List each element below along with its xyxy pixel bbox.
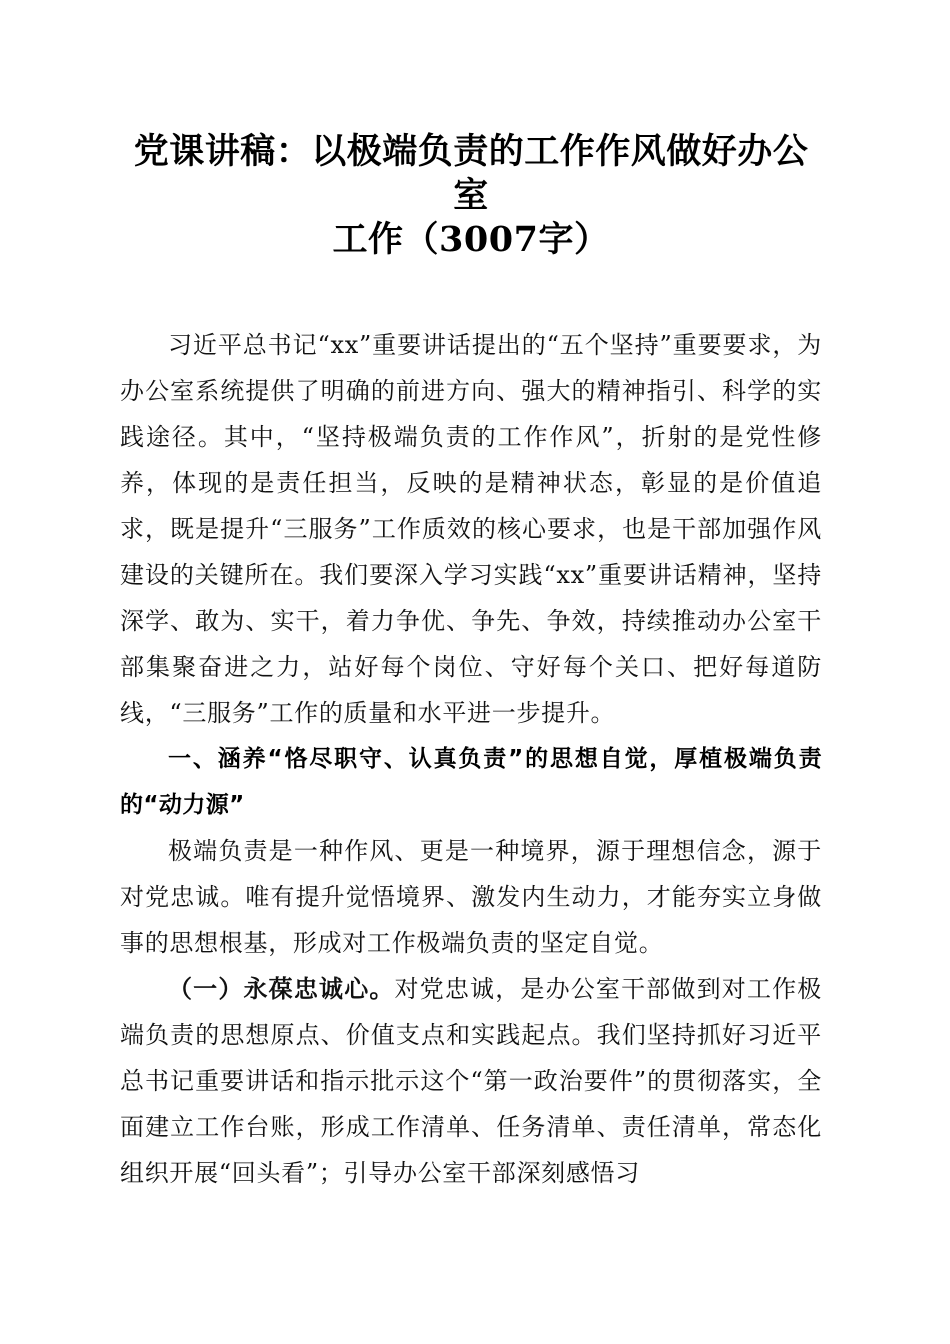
document-body [120,322,822,1196]
section-heading-1: 一、涵养“恪尽职守、认真负责”的思想自觉，厚植极端负责的“动力源” [120,746,822,818]
subsection-1-label: （一）永葆忠诚心。 [168,974,395,1003]
document-title [120,130,822,262]
intro-paragraph: 习近平总书记“xx”重要讲话提出的“五个坚持”重要要求，为办公室系统提供了明确的前进方向、强大的精神指引、科学的实践途径。其中，“坚持极端负责的工作作风”，折射的是党性修养，体现的是责任担当，反映的是精神状态，彰显的是价值追求，既是提升“三服务”工作质效的核心要求，也是干部加强作风建设的关键所在。我们要深入学习实践“xx”重要讲话精神，坚持深学、敢为、实干，着力争优、争先、争效，持续推动办公室干部集聚奋进之力，站好每个岗位、守好每个关口、把好每道防线，“三服务”工作的质量和水平进一步提升。 [120,331,822,727]
title-line-2: 工作（3007字） [332,219,610,260]
subsection-1-text: 对党忠诚，是办公室干部做到对工作极端负责的思想原点、价值支点和实践起点。我们坚持抓好习近平总书记重要讲话和指示批示这个“第一政治要件”的贯彻落实，全面建立工作台账，形成工作清单、任务清单、责任清单，常态化组织开展“回头看”；引导办公室干部深刻感悟习 [120,975,822,1187]
section-1-paragraph: 极端负责是一种作风、更是一种境界，源于理想信念，源于对党忠诚。唯有提升觉悟境界、激发内生动力，才能夯实立身做事的思想根基，形成对工作极端负责的坚定自觉。 [120,837,822,957]
title-line-1: 党课讲稿：以极端负责的工作作风做好办公室 [133,131,809,216]
subsection-1-paragraph [120,966,822,1196]
